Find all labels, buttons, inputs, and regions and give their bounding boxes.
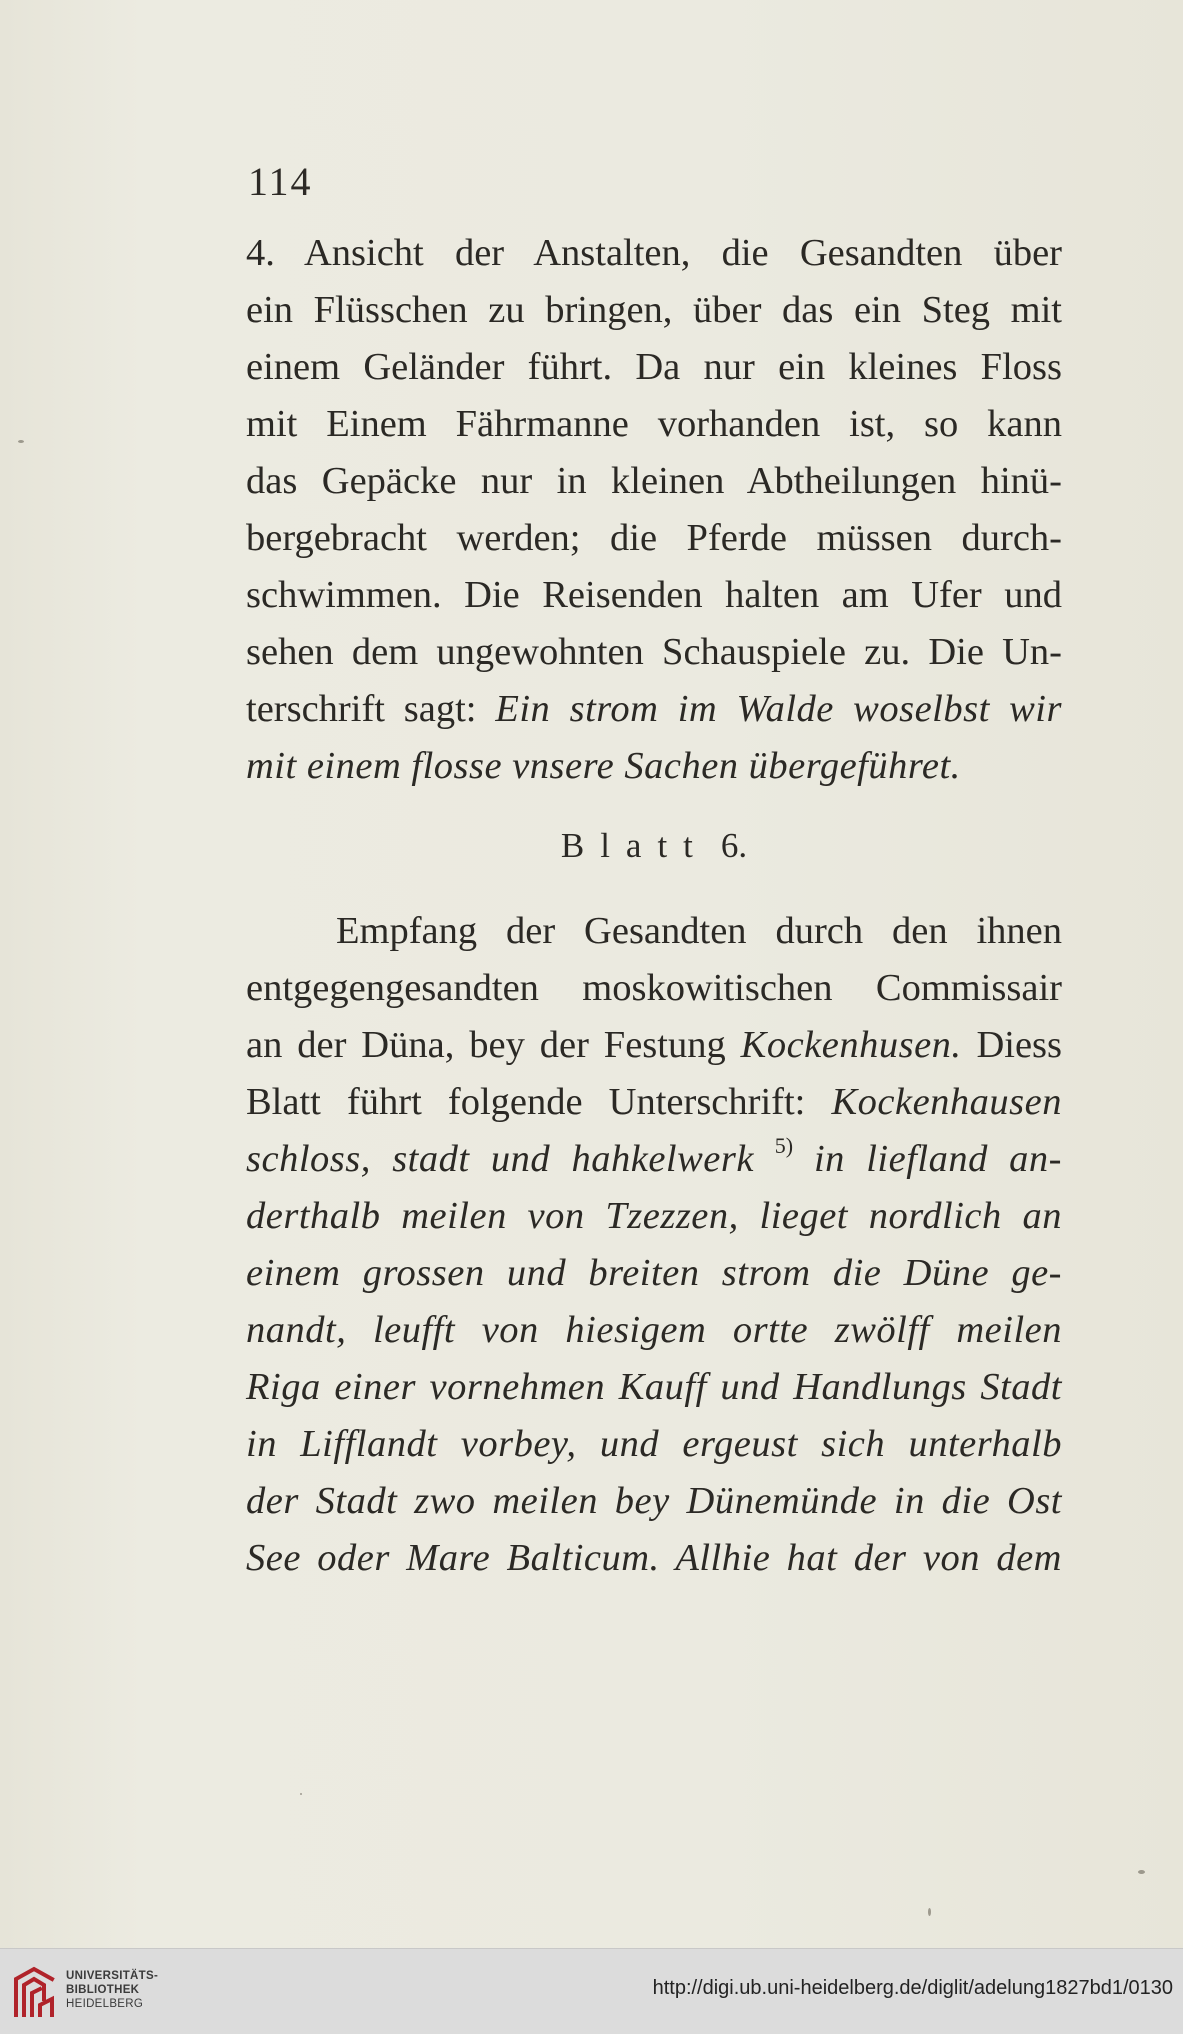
place-name: Kockenhusen.	[740, 1024, 962, 1066]
caption-quote: See oder Mare Balticum. Allhie hat der von dem	[246, 1537, 1062, 1579]
text-line: schwimmen. Die Reisenden halten am Ufer und	[246, 574, 1062, 616]
library-name-line: UNIVERSITÄTS-	[66, 1970, 159, 1982]
text-line	[246, 1245, 1062, 1302]
text-line: das Gepäcke nur in kleinen Abtheilungen hinü-	[246, 460, 1062, 502]
text-line	[246, 1473, 1062, 1530]
text-line: 4. Ansicht der Anstalten, die Gesandten über	[246, 232, 1062, 274]
paragraph-1	[246, 225, 1062, 795]
text-line	[246, 681, 1062, 738]
paper-speck	[300, 1793, 302, 1795]
caption-quote: in liefland an-	[813, 1138, 1063, 1180]
text-segment: Diess	[976, 1024, 1062, 1066]
caption-quote: mit einem flosse vnsere Sachen übergeführet.	[246, 745, 961, 787]
library-name-line: BIBLIOTHEK	[66, 1984, 140, 1996]
footnote-marker: 5)	[774, 1133, 794, 1159]
text-segment: Blatt führt folgende Unterschrift:	[246, 1081, 806, 1123]
text-line	[246, 1017, 1062, 1074]
text-line	[246, 1302, 1062, 1359]
text-line: bergebracht werden; die Pferde müssen durch-	[246, 517, 1062, 559]
text-line	[246, 1530, 1062, 1587]
library-name-line: HEIDELBERG	[66, 1998, 144, 2010]
text-line: Empfang der Gesandten durch den ihnen	[336, 910, 1062, 952]
caption-quote: in Lifflandt vorbey, und ergeust sich unterhalb	[246, 1423, 1062, 1465]
university-library-logo-icon	[12, 1965, 56, 2019]
text-line: ein Flüsschen zu bringen, über das ein Steg mit	[246, 289, 1062, 331]
text-line: entgegengesandten moskowitischen Commissair	[246, 967, 1062, 1009]
text-line: einem Geländer führt. Da nur ein kleines Floss	[246, 346, 1062, 388]
caption-quote: der Stadt zwo meilen bey Dünemünde in die Ost	[246, 1480, 1062, 1522]
text-segment: an der Düna, bey der Festung	[246, 1024, 726, 1066]
text-line	[246, 1131, 1062, 1188]
library-footer	[0, 1948, 1183, 2034]
caption-intro: terschrift sagt:	[246, 688, 477, 730]
text-line: mit Einem Fährmanne vorhanden ist, so kann	[246, 403, 1062, 445]
text-line	[246, 1359, 1062, 1416]
caption-quote: derthalb meilen von Tzezzen, lieget nordlich an	[246, 1195, 1062, 1237]
text-line	[246, 1188, 1062, 1245]
text-line: sehen dem ungewohnten Schauspiele zu. Die Un-	[246, 631, 1062, 673]
caption-quote: Kockenhausen	[831, 1081, 1062, 1123]
section-heading	[246, 826, 1062, 866]
library-name	[66, 1969, 158, 2011]
page-number: 114	[248, 159, 313, 204]
paragraph-2	[246, 903, 1062, 1587]
permalink-url[interactable]: http://digi.ub.uni-heidelberg.de/diglit/adelung1827bd1/0130	[652, 1977, 1173, 1999]
heading-word: Blatt	[560, 826, 709, 865]
caption-quote: Ein strom im Walde woselbst wir	[495, 688, 1062, 730]
text-line	[246, 1416, 1062, 1473]
text-line	[246, 1074, 1062, 1131]
caption-quote: Riga einer vornehmen Kauff und Handlungs Stadt	[246, 1366, 1062, 1408]
heading-number: 6.	[720, 826, 748, 865]
paper-speck	[18, 440, 24, 443]
paper-speck	[1138, 1870, 1145, 1874]
caption-quote: nandt, leufft von hiesigem ortte zwölff meilen	[246, 1309, 1062, 1351]
paper-speck	[928, 1908, 931, 1916]
caption-quote: einem grossen und breiten strom die Düne ge-	[246, 1252, 1062, 1294]
caption-quote: schloss, stadt und hahkelwerk	[246, 1138, 754, 1180]
text-line	[246, 738, 1062, 795]
